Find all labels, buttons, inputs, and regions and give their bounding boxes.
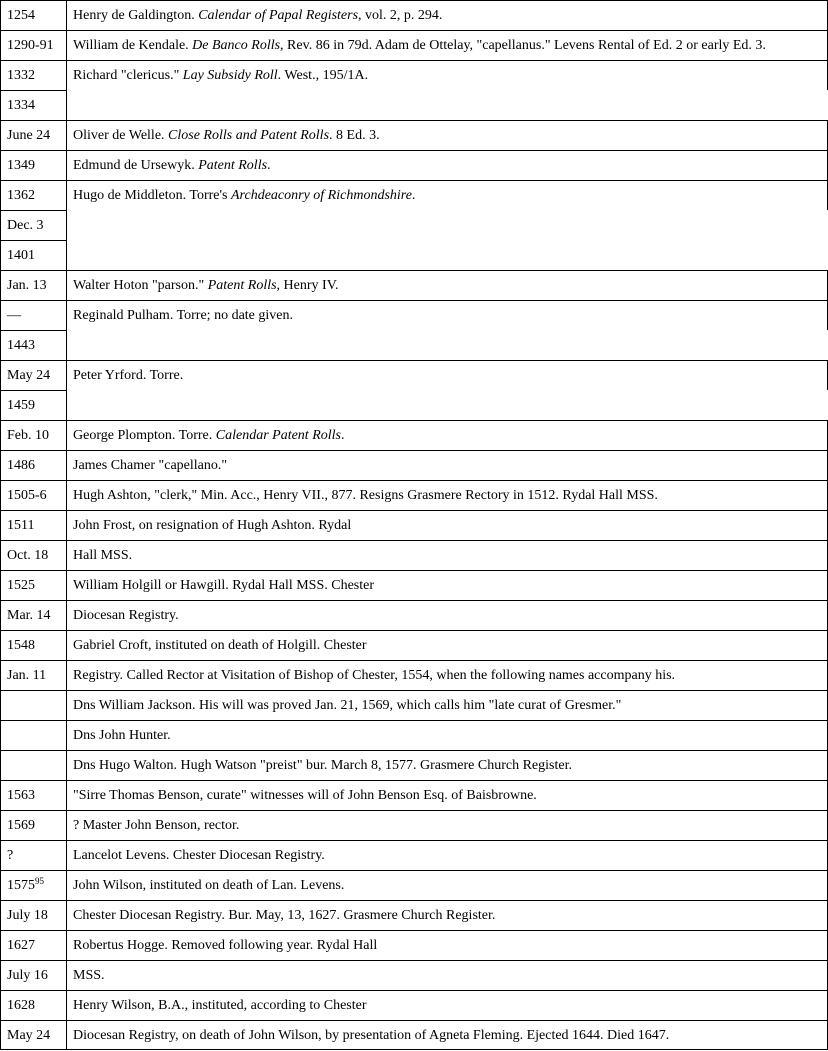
entry-cell — [66, 180, 828, 210]
date-text: 1443 — [7, 338, 35, 353]
date-cell — [0, 690, 66, 720]
table-row — [0, 990, 828, 1020]
date-cell — [0, 150, 66, 180]
entry-cell — [66, 330, 828, 360]
table-row — [0, 930, 828, 960]
date-cell — [0, 780, 66, 810]
entry-text: Diocesan Registry, on death of John Wilson, by presentation of Agneta Fleming. Ejected 1644. Died 1647. — [73, 1028, 670, 1043]
entry-cell — [66, 390, 828, 420]
date-cell — [0, 0, 66, 30]
entry-cell — [66, 270, 828, 300]
entry-cell — [66, 840, 828, 870]
entry-cell — [66, 420, 828, 450]
date-text: 1628 — [7, 998, 35, 1013]
entry-cell — [66, 120, 828, 150]
entry-cell — [66, 810, 828, 840]
date-text: 1486 — [7, 458, 35, 473]
table-row — [0, 150, 828, 180]
table-row — [0, 360, 828, 390]
entry-text: Robertus Hogge. Removed following year. Rydal Hall — [73, 938, 378, 953]
date-cell — [0, 390, 66, 420]
date-cell — [0, 240, 66, 270]
table-row — [0, 420, 828, 450]
table-row — [0, 720, 828, 750]
table-row — [0, 450, 828, 480]
footnote-ref: 95 — [35, 876, 44, 886]
entry-cell — [66, 750, 828, 780]
table-row — [0, 540, 828, 570]
date-cell — [0, 1020, 66, 1050]
date-text: 1569 — [7, 818, 35, 833]
entry-text: . — [411, 188, 416, 203]
entry-cell — [66, 210, 828, 240]
entry-text: Lancelot Levens. Chester Diocesan Registry. — [73, 848, 325, 863]
citation-title: Patent Rolls — [207, 278, 277, 293]
table-row — [0, 870, 828, 900]
table-row — [0, 90, 828, 120]
table-row — [0, 60, 828, 90]
date-cell — [0, 900, 66, 930]
entry-cell — [66, 900, 828, 930]
entry-text: Reginald Pulham. Torre; no date given. — [73, 308, 293, 323]
entry-cell — [66, 960, 828, 990]
entry-text: Hall MSS. — [73, 548, 133, 563]
table-row — [0, 750, 828, 780]
entry-text: Hugo de Middleton. Torre's — [73, 188, 231, 203]
date-text: May 24 — [7, 1028, 51, 1043]
table-row — [0, 0, 828, 30]
entry-text: MSS. — [73, 968, 105, 983]
entry-text: Diocesan Registry. — [73, 608, 179, 623]
date-text: 1511 — [7, 518, 35, 533]
citation-title: Close Rolls and Patent Rolls — [168, 128, 330, 143]
citation-title: Patent Rolls — [198, 158, 268, 173]
date-cell — [0, 750, 66, 780]
date-text: Jan. 11 — [7, 668, 47, 683]
date-text: ? — [7, 848, 14, 863]
date-text: May 24 — [7, 368, 51, 383]
entry-text: Henry Wilson, B.A., instituted, according to Chester — [73, 998, 367, 1013]
table-row — [0, 390, 828, 420]
date-text: 1401 — [7, 248, 35, 263]
date-cell — [0, 630, 66, 660]
entry-text: Edmund de Ursewyk. — [73, 158, 199, 173]
entry-text: Henry de Galdington. — [73, 8, 199, 23]
entry-text: Walter Hoton "parson." — [73, 278, 208, 293]
date-cell — [0, 840, 66, 870]
entry-cell — [66, 600, 828, 630]
date-text: 1627 — [7, 938, 35, 953]
entry-text: Oliver de Welle. — [73, 128, 169, 143]
entry-cell — [66, 360, 828, 390]
date-text: 1505-6 — [7, 488, 47, 503]
entry-text: , Henry IV. — [276, 278, 339, 293]
table-row — [0, 1020, 828, 1050]
date-text: July 16 — [7, 968, 48, 983]
date-cell — [0, 960, 66, 990]
date-text: 1525 — [7, 578, 35, 593]
entry-text: Gabriel Croft, instituted on death of Holgill. Chester — [73, 638, 367, 653]
entry-cell — [66, 300, 828, 330]
entry-text: Chester Diocesan Registry. Bur. May, 13, 1627. Grasmere Church Register. — [73, 908, 496, 923]
table-row — [0, 510, 828, 540]
entry-cell — [66, 990, 828, 1020]
entry-text: Registry. Called Rector at Visitation of Bishop of Chester, 1554, when the following names accompany his. — [73, 668, 676, 683]
date-text: 1362 — [7, 188, 35, 203]
table-row — [0, 330, 828, 360]
date-text: Jan. 13 — [7, 278, 47, 293]
date-cell — [0, 480, 66, 510]
entry-cell — [66, 0, 828, 30]
table-row — [0, 210, 828, 240]
entry-cell — [66, 150, 828, 180]
date-cell — [0, 570, 66, 600]
entry-text: ? Master John Benson, rector. — [73, 818, 240, 833]
entry-cell — [66, 630, 828, 660]
date-cell — [0, 180, 66, 210]
entry-text: Richard "clericus." — [73, 68, 183, 83]
table-row — [0, 30, 828, 60]
entry-text: Peter Yrford. Torre. — [73, 368, 184, 383]
date-cell — [0, 420, 66, 450]
table-row — [0, 120, 828, 150]
entry-cell — [66, 690, 828, 720]
table-row — [0, 630, 828, 660]
table-row — [0, 810, 828, 840]
entry-cell — [66, 90, 828, 120]
table-row — [0, 240, 828, 270]
date-text: Dec. 3 — [7, 218, 44, 233]
date-text: 1290-91 — [7, 38, 54, 53]
date-cell — [0, 90, 66, 120]
entry-text: Dns Hugo Walton. Hugh Watson "preist" bur. March 8, 1577. Grasmere Church Register. — [73, 758, 572, 773]
table-row — [0, 960, 828, 990]
date-cell — [0, 120, 66, 150]
entry-cell — [66, 780, 828, 810]
entry-text: , Rev. 86 in 79d. Adam de Ottelay, "capellanus." Levens Rental of Ed. 2 or early Ed. 3. — [280, 38, 766, 53]
date-text: Feb. 10 — [7, 428, 49, 443]
citation-title: Calendar Patent Rolls — [215, 428, 341, 443]
date-text: 1334 — [7, 98, 35, 113]
date-text: Oct. 18 — [7, 548, 49, 563]
entry-text: Dns John Hunter. — [73, 728, 171, 743]
citation-title: Calendar of Papal Registers — [198, 8, 359, 23]
entry-text: William Holgill or Hawgill. Rydal Hall MSS. Chester — [73, 578, 375, 593]
entry-text: "Sirre Thomas Benson, curate" witnesses will of John Benson Esq. of Baisbrowne. — [73, 788, 537, 803]
date-text: 1548 — [7, 638, 35, 653]
entry-text: Hugh Ashton, "clerk," Min. Acc., Henry VII., 877. Resigns Grasmere Rectory in 1512. Rydal Hall MSS. — [73, 488, 658, 503]
date-cell — [0, 810, 66, 840]
date-cell — [0, 990, 66, 1020]
entry-text: . West., 195/1A. — [277, 68, 369, 83]
entry-cell — [66, 660, 828, 690]
date-text: July 18 — [7, 908, 48, 923]
date-cell — [0, 870, 66, 900]
table-row — [0, 300, 828, 330]
table-row — [0, 780, 828, 810]
date-cell — [0, 30, 66, 60]
entry-text: . — [267, 158, 271, 173]
citation-title: De Banco Rolls — [192, 38, 281, 53]
entry-text: James Chamer "capellano." — [73, 458, 228, 473]
table-row — [0, 660, 828, 690]
entry-cell — [66, 540, 828, 570]
entry-text: . 8 Ed. 3. — [329, 128, 380, 143]
table-row — [0, 570, 828, 600]
date-cell — [0, 600, 66, 630]
date-cell — [0, 720, 66, 750]
citation-title: Archdeaconry of Richmondshire — [231, 188, 412, 203]
entry-text: . — [340, 428, 345, 443]
date-cell — [0, 930, 66, 960]
date-cell — [0, 210, 66, 240]
entry-text: George Plompton. Torre. — [73, 428, 216, 443]
entry-text: , vol. 2, p. 294. — [358, 8, 443, 23]
entry-cell — [66, 870, 828, 900]
date-text: 1332 — [7, 68, 35, 83]
entry-cell — [66, 480, 828, 510]
date-text: June 24 — [7, 128, 51, 143]
date-cell — [0, 510, 66, 540]
entry-cell — [66, 60, 828, 90]
table-row — [0, 840, 828, 870]
entry-text: John Frost, on resignation of Hugh Ashton. Rydal — [73, 518, 352, 533]
entry-cell — [66, 240, 828, 270]
citation-title: Lay Subsidy Roll — [182, 68, 278, 83]
date-cell — [0, 330, 66, 360]
table-row — [0, 690, 828, 720]
entry-cell — [66, 930, 828, 960]
date-cell — [0, 450, 66, 480]
date-cell — [0, 660, 66, 690]
date-text: 1459 — [7, 398, 35, 413]
date-cell — [0, 360, 66, 390]
table-row — [0, 900, 828, 930]
table-row — [0, 180, 828, 210]
date-cell — [0, 300, 66, 330]
date-text: 1563 — [7, 788, 35, 803]
date-text: Mar. 14 — [7, 608, 51, 623]
entry-cell — [66, 720, 828, 750]
entry-text: John Wilson, instituted on death of Lan. Levens. — [73, 878, 345, 893]
table-row — [0, 480, 828, 510]
date-cell — [0, 540, 66, 570]
entry-cell — [66, 510, 828, 540]
entry-cell — [66, 570, 828, 600]
table-row — [0, 600, 828, 630]
entry-text: Dns William Jackson. His will was proved Jan. 21, 1569, which calls him "late curat of Gresmer." — [73, 698, 622, 713]
entry-cell — [66, 450, 828, 480]
date-text: 1254 — [7, 8, 35, 23]
entry-cell — [66, 1020, 828, 1050]
date-text: — — [7, 308, 21, 323]
date-text: 1575 — [7, 878, 35, 893]
date-cell — [0, 60, 66, 90]
date-text: 1349 — [7, 158, 35, 173]
date-cell — [0, 270, 66, 300]
entry-cell — [66, 30, 828, 60]
table-row — [0, 270, 828, 300]
entry-text: William de Kendale. — [73, 38, 193, 53]
